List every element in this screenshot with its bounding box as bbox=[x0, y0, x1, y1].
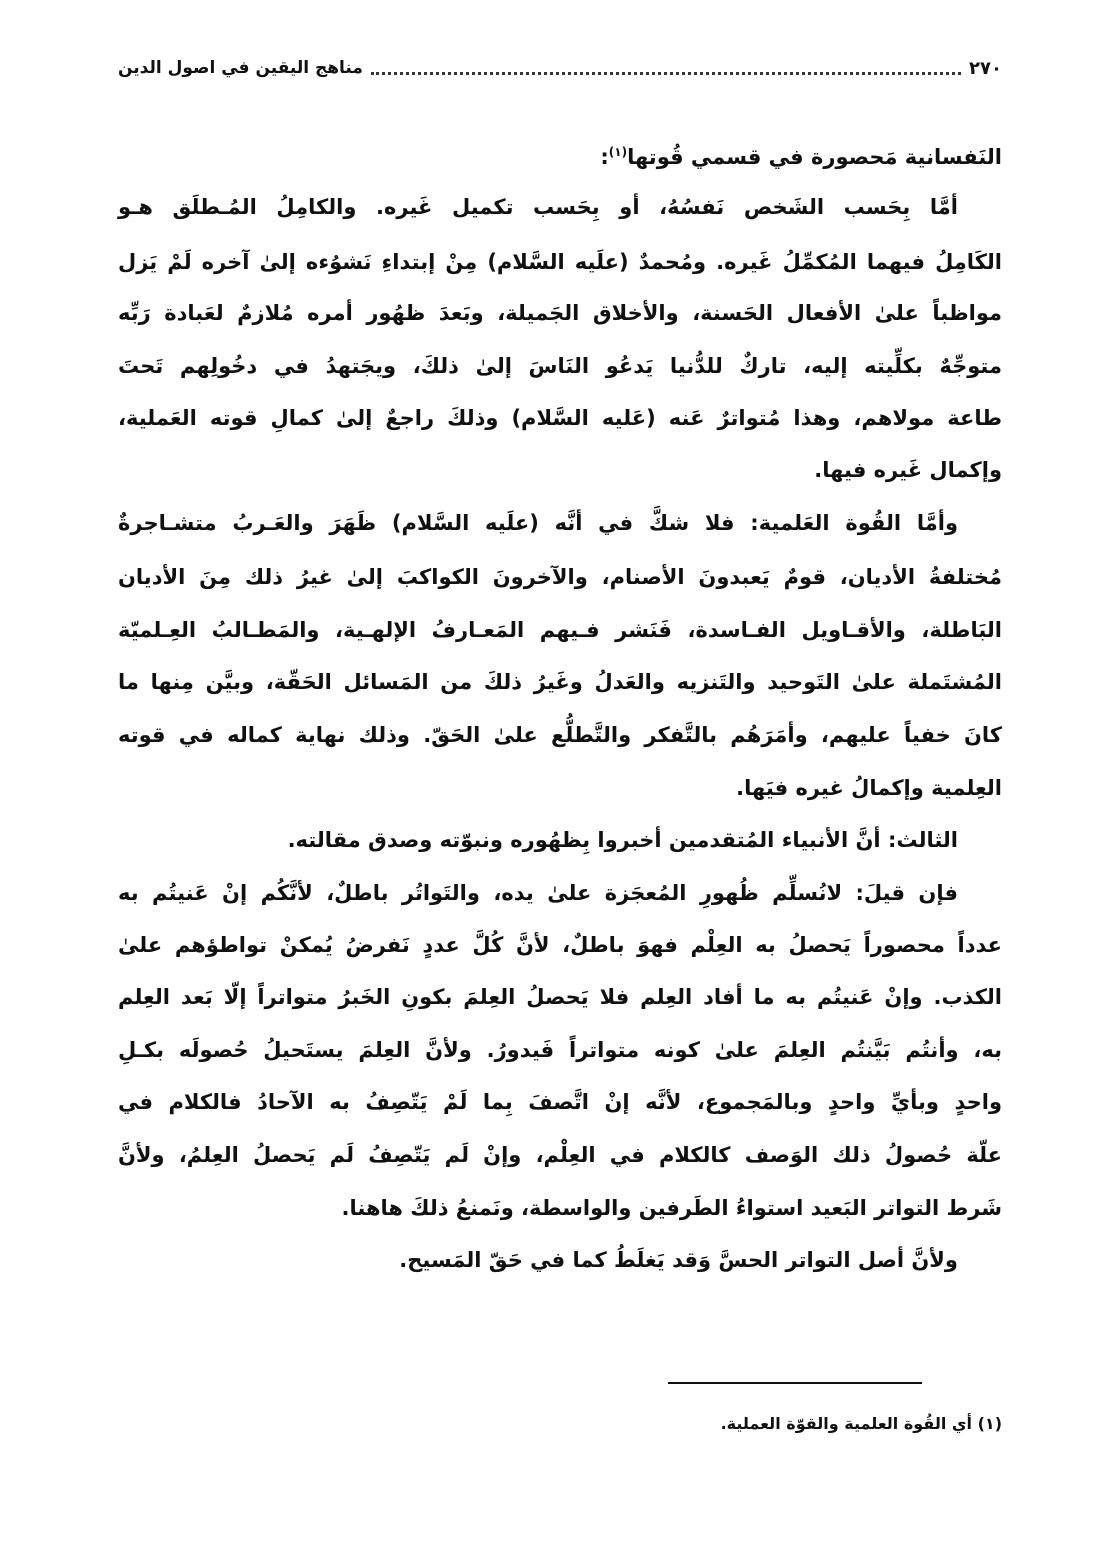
text-line bbox=[118, 820, 1002, 860]
section-label: الثالث: bbox=[887, 828, 958, 852]
text-line: طاعة مولاهم، وهذا مُتواترٌ عَنه (عَليه السَّلام) وذلكَ راجعٌ إلىٰ كمالِ قوته العَملية، bbox=[118, 406, 1002, 430]
text-line: وإكمال غَيره فيها. bbox=[814, 458, 1002, 482]
text-line: مُختلفةُ الأديان، قومٌ يَعبدونَ الأصنام، والآخرونَ الكواكبَ إلىٰ غيرُ ذلك مِنَ الأديان bbox=[118, 565, 1002, 589]
text-line: الكَامِلُ فيهما المُكمِّلُ غَيره. ومُحمدٌ (علَيه السَّلام) مِنْ إبتداءِ نَشوُءه إلىٰ آخره لَمْ يَزل bbox=[118, 250, 1002, 274]
footnote-ref: (١) bbox=[608, 145, 628, 159]
header-leader-dots bbox=[371, 72, 961, 75]
text-line: العِلمية وإكمالُ غيره فيَها. bbox=[736, 776, 1002, 800]
text-line: علّة حُصولُ ذلك الوَصف كالكلام في العِلْم، وإنْ لَم يَتّصِفُ لَم يَحصلُ العِلمُ، ولأنَّ bbox=[118, 1143, 1002, 1167]
page-number: ٢٧٠ bbox=[969, 57, 1002, 79]
text-line: النَفسانية مَحصورة في قسمي قُوتها$^{(١)}$: bbox=[600, 145, 1002, 169]
text-line: وأمَّا القُوة العَلمية: فلا شكَّ في أنَّه (علَيه السَّلام) ظَهَرَ والعَـربُ متشـاجرةٌ bbox=[118, 511, 958, 535]
text-line: الكذب. وإنْ عَنيتُم به ما أفاد العِلم فلا يَحصلُ العِلمَ بكونِ الخَبرُ متواتراً إلّا بَعد العِلم bbox=[118, 985, 1002, 1009]
line-text: أنَّ الأنبياء المُتقدمين أخبروا بِظهُوره ونبوّته وصدق مقالته. bbox=[287, 828, 881, 852]
footnote-separator bbox=[668, 1382, 922, 1384]
text-line: متوجِّهٌ بكلِّيته إليه، تاركٌ للدُّنيا يَدعُو النَاسَ إلىٰ ذلكَ، ويجَتهدُ في دخُولِهم تَحتَ bbox=[118, 354, 1002, 378]
text-line: المُشتَملة علىٰ التَوحيد والتَنزيه والعَدلُ وغَيرُ ذلكَ من المَسائل الحَقّة، وبيَّن مِنها ما bbox=[118, 670, 1002, 694]
text-line: شَرط التواتر البَعيد استواءُ الطَرفين والواسطة، ونَمنعُ ذلكَ هاهنا. bbox=[341, 1196, 1002, 1220]
text-line: أمَّا بِحَسب الشَخص نَفسُهُ، أو بِحَسب تكميل غَيره. والكامِلُ المُـطلَق هـو bbox=[118, 195, 958, 219]
text-line: واحدٍ وبأيِّ واحدٍ وبالمَجموع، لأنَّه إنْ اتَّصفَ بِما لَمْ يَتّصِفُ به الآحادُ فالكلام في bbox=[118, 1090, 1002, 1114]
text-line: ولأنَّ أصل التواتر الحسَّ وَقد يَغلَطُ كما في حَقّ المَسيح. bbox=[399, 1248, 958, 1272]
book-title: مناهج اليقين في اصول الدين bbox=[118, 58, 363, 78]
text-line: به، وأنتُم بَيَّنتُم العِلمَ علىٰ كونه متواتراً فَيدورُ. ولأنَّ العِلمَ يستَحيلُ حُصولَه بكـلِ bbox=[118, 1038, 1002, 1062]
running-header bbox=[118, 52, 1002, 84]
text-line: كانَ خفياً عليهم، وأمَرَهُم بالتَّفكر والتَّطلُّع علىٰ الحَقّ. وذلك نهاية كماله في قوته bbox=[118, 723, 1002, 747]
text-line: فإن قيلَ: لانُسلِّم ظُهورِ المُعجَزة علىٰ يده، والتَواتُر باطلٌ، لأنَّكُم إنْ عَنيتُم به bbox=[118, 881, 958, 905]
text-line: عدداً محصوراً يَحصلُ به العِلْم فهوَ باطلٌ، لأنَّ كُلَّ عددٍ نَفرضُ يُمكنْ تواطؤهم علىٰ bbox=[118, 933, 1002, 957]
line-text: النَفسانية مَحصورة في قسمي قُوتها bbox=[627, 145, 1002, 169]
footnote: (١) أي القُوة العلمية والقوّة العملية. bbox=[720, 1414, 1002, 1433]
text-line: البَاطلة، والأقـاويل الفـاسدة، فَنَشر فـيهم المَعـارفُ الإلهـية، والمَطـالبُ العِـلميّة bbox=[118, 618, 1002, 642]
text-line: مواظباً علىٰ الأفعال الحَسنة، والأخلاق الجَميلة، وبَعدَ ظهُور أمره مُلازمٌ لعَبادة رَبِّه bbox=[118, 301, 1002, 325]
